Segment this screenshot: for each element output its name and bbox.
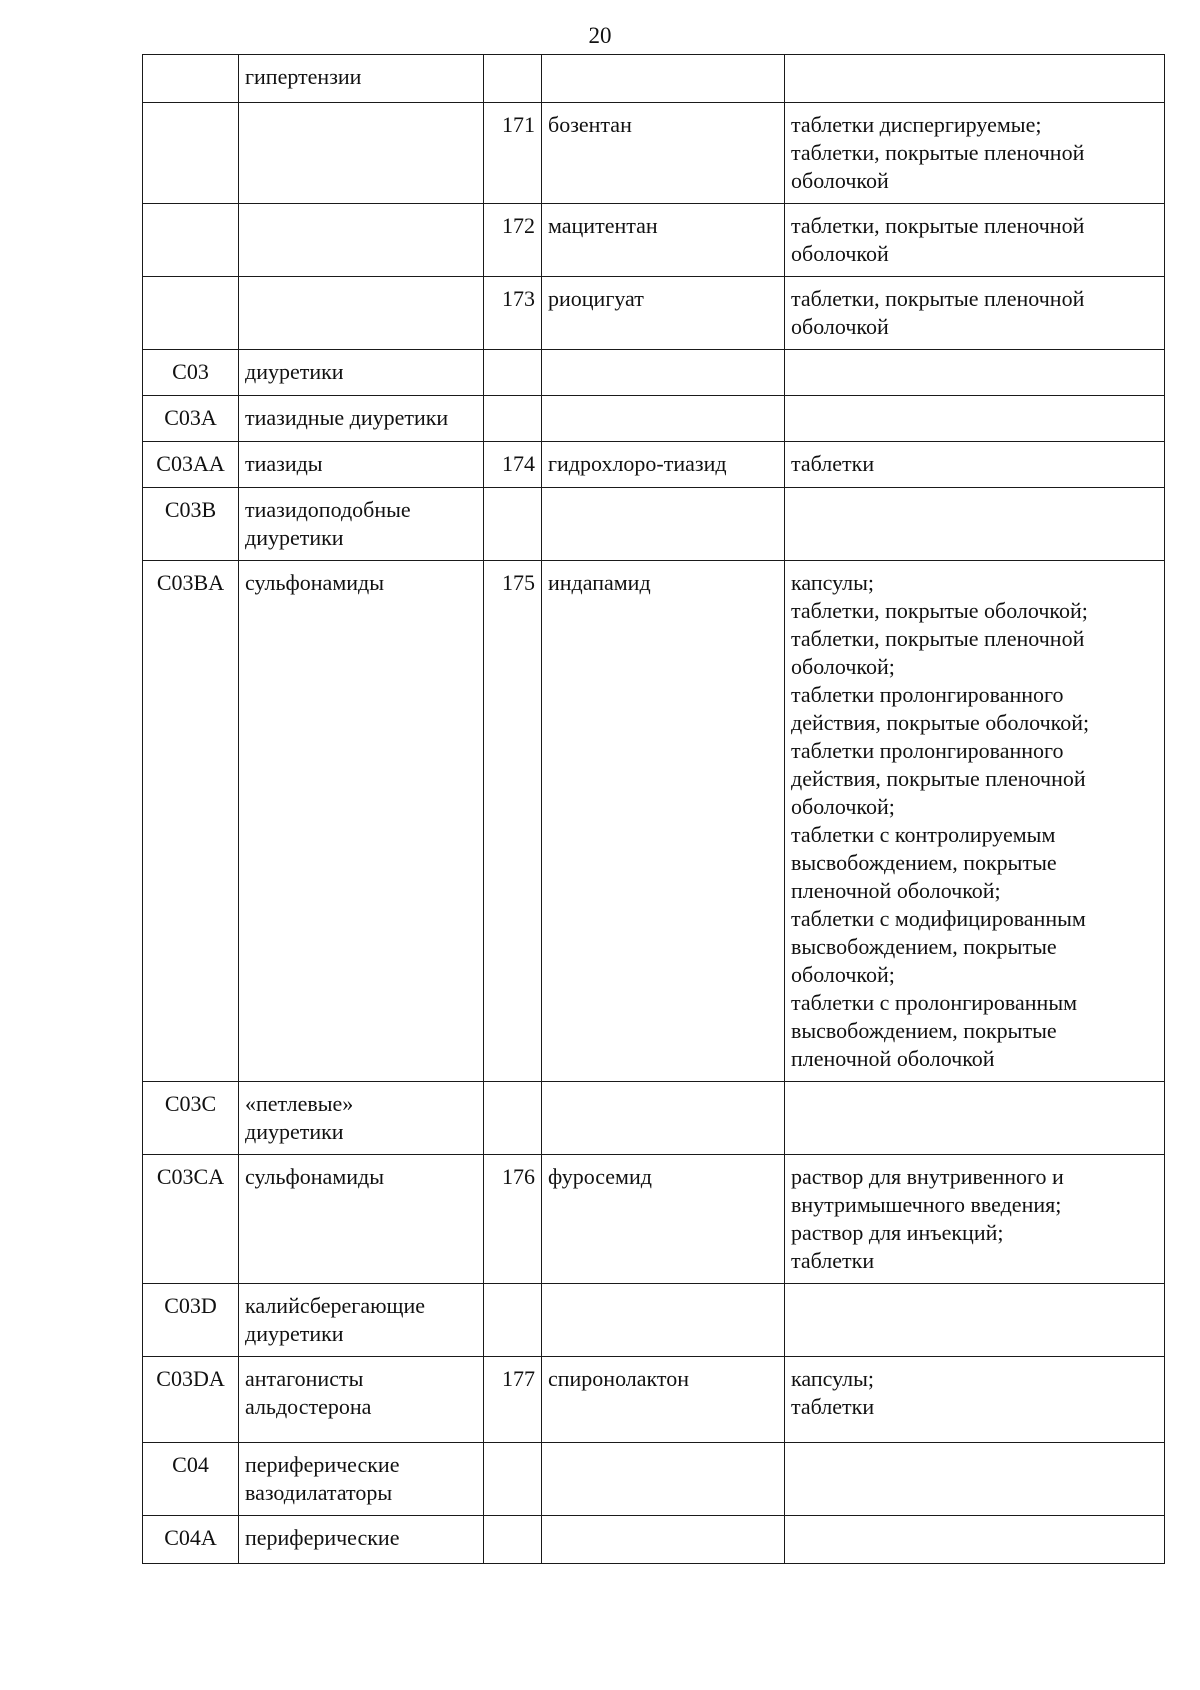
cell-text: таблетки пролонгированного (791, 738, 1064, 763)
cell-text: диуретики (245, 1119, 344, 1144)
drug-name-cell (542, 350, 785, 396)
cell-text: раствор для внутривенного и (791, 1164, 1064, 1189)
atc-code-cell (143, 396, 239, 442)
item-number-cell (484, 204, 542, 277)
table-row (143, 350, 1165, 396)
cell-text: C03A (164, 405, 217, 430)
cell-text: капсулы; (791, 570, 874, 595)
atc-group-cell (239, 103, 484, 204)
table-row (143, 1357, 1165, 1443)
cell-text: мацитентан (548, 213, 658, 238)
drug-name-cell (542, 1357, 785, 1443)
item-number-cell (484, 103, 542, 204)
drug-name-cell (542, 488, 785, 561)
cell-text: таблетки, покрытые оболочкой; (791, 598, 1088, 623)
cell-text: пленочной оболочкой (791, 1046, 995, 1071)
drug-name-cell (542, 1443, 785, 1516)
cell-text: C03D (164, 1293, 217, 1318)
table-row (143, 204, 1165, 277)
cell-text: C03C (164, 1091, 217, 1116)
cell-text: бозентан (548, 112, 632, 137)
cell-text: пленочной оболочкой; (791, 878, 1001, 903)
atc-group-cell (239, 442, 484, 488)
atc-code-cell (143, 561, 239, 1082)
atc-group-cell (239, 1357, 484, 1443)
cell-text: таблетки (791, 1394, 875, 1419)
cell-text: диуретики (245, 525, 344, 550)
cell-text: фуросемид (548, 1164, 652, 1189)
cell-text: таблетки, покрытые пленочной (791, 286, 1085, 311)
cell-text: оболочкой; (791, 654, 895, 679)
atc-code-cell (143, 442, 239, 488)
table-body (143, 55, 1165, 1564)
dosage-form-cell (785, 1284, 1165, 1357)
dosage-form-cell (785, 1082, 1165, 1155)
cell-text: капсулы; (791, 1366, 874, 1391)
cell-text: 172 (502, 213, 535, 238)
cell-text: периферические (245, 1452, 400, 1477)
table-row (143, 55, 1165, 103)
drug-name-cell (542, 561, 785, 1082)
table-row (143, 1082, 1165, 1155)
atc-code-cell (143, 1516, 239, 1564)
cell-text: C03BA (156, 570, 225, 595)
cell-text: риоцигуат (548, 286, 644, 311)
drug-name-cell (542, 1284, 785, 1357)
cell-text: 173 (502, 286, 535, 311)
drug-table (142, 54, 1165, 1564)
dosage-form-cell (785, 1155, 1165, 1284)
cell-text: C03DA (156, 1366, 225, 1391)
cell-text: калийсберегающие (245, 1293, 426, 1318)
cell-text: таблетки, покрытые пленочной (791, 626, 1085, 651)
atc-code-cell (143, 1082, 239, 1155)
cell-text: оболочкой; (791, 794, 895, 819)
atc-code-cell (143, 350, 239, 396)
cell-text: сульфонамиды (245, 570, 384, 595)
cell-text: периферические (245, 1525, 400, 1550)
cell-text: C04A (164, 1525, 217, 1550)
cell-text: «петлевые» (245, 1091, 354, 1116)
cell-text: 174 (502, 451, 535, 476)
item-number-cell (484, 442, 542, 488)
drug-name-cell (542, 1516, 785, 1564)
cell-text: оболочкой (791, 241, 889, 266)
atc-group-cell (239, 55, 484, 103)
atc-code-cell (143, 55, 239, 103)
cell-text: оболочкой (791, 314, 889, 339)
cell-text: высвобождением, покрытые (791, 850, 1057, 875)
atc-group-cell (239, 1082, 484, 1155)
atc-code-cell (143, 1443, 239, 1516)
item-number-cell (484, 1443, 542, 1516)
dosage-form-cell (785, 1357, 1165, 1443)
dosage-form-cell (785, 103, 1165, 204)
dosage-form-cell (785, 442, 1165, 488)
atc-group-cell (239, 204, 484, 277)
atc-group-cell (239, 1516, 484, 1564)
cell-text: C03AA (156, 451, 225, 476)
table-row (143, 442, 1165, 488)
table-row (143, 396, 1165, 442)
cell-text: оболочкой (791, 168, 889, 193)
item-number-cell (484, 55, 542, 103)
cell-text: спиронолактон (548, 1366, 690, 1391)
atc-group-cell (239, 561, 484, 1082)
item-number-cell (484, 277, 542, 350)
table-row (143, 1155, 1165, 1284)
cell-text: C04 (172, 1452, 209, 1477)
cell-text: высвобождением, покрытые (791, 1018, 1057, 1043)
atc-group-cell (239, 350, 484, 396)
atc-group-cell (239, 488, 484, 561)
cell-text: сульфонамиды (245, 1164, 384, 1189)
cell-text: действия, покрытые пленочной (791, 766, 1086, 791)
atc-group-cell (239, 396, 484, 442)
atc-code-cell (143, 204, 239, 277)
dosage-form-cell (785, 204, 1165, 277)
cell-text: оболочкой; (791, 962, 895, 987)
drug-name-cell (542, 103, 785, 204)
item-number-cell (484, 396, 542, 442)
atc-code-cell (143, 103, 239, 204)
cell-text: таблетки с модифицированным (791, 906, 1086, 931)
table-row (143, 561, 1165, 1082)
cell-text: гипертензии (245, 64, 362, 89)
cell-text: таблетки с контролируемым (791, 822, 1056, 847)
dosage-form-cell (785, 396, 1165, 442)
table-row (143, 277, 1165, 350)
item-number-cell (484, 1357, 542, 1443)
cell-text: альдостерона (245, 1394, 372, 1419)
item-number-cell (484, 561, 542, 1082)
page-number: 20 (588, 23, 612, 48)
cell-text: C03 (172, 359, 209, 384)
item-number-cell (484, 1082, 542, 1155)
cell-text: C03B (164, 497, 217, 522)
atc-code-cell (143, 1284, 239, 1357)
drug-name-cell (542, 1155, 785, 1284)
atc-code-cell (143, 277, 239, 350)
cell-text: 171 (502, 112, 535, 137)
dosage-form-cell (785, 55, 1165, 103)
item-number-cell (484, 488, 542, 561)
drug-name-cell (542, 442, 785, 488)
table-row (143, 1443, 1165, 1516)
cell-text: гидрохлоро-тиазид (548, 451, 727, 476)
cell-text: таблетки пролонгированного (791, 682, 1064, 707)
item-number-cell (484, 1284, 542, 1357)
cell-text: тиазиды (245, 451, 323, 476)
item-number-cell (484, 1516, 542, 1564)
cell-text: действия, покрытые оболочкой; (791, 710, 1090, 735)
cell-text: 176 (502, 1164, 535, 1189)
dosage-form-cell (785, 561, 1165, 1082)
dosage-form-cell (785, 277, 1165, 350)
cell-text: таблетки с пролонгированным (791, 990, 1078, 1015)
atc-code-cell (143, 1155, 239, 1284)
table-row (143, 1516, 1165, 1564)
cell-text: раствор для инъекций; (791, 1220, 1004, 1245)
item-number-cell (484, 350, 542, 396)
cell-text: тиазидоподобные (245, 497, 411, 522)
dosage-form-cell (785, 1443, 1165, 1516)
atc-group-cell (239, 1155, 484, 1284)
table-row (143, 1284, 1165, 1357)
table-row (143, 103, 1165, 204)
cell-text: внутримышечного введения; (791, 1192, 1062, 1217)
cell-text: таблетки, покрытые пленочной (791, 140, 1085, 165)
atc-code-cell (143, 1357, 239, 1443)
dosage-form-cell (785, 350, 1165, 396)
atc-group-cell (239, 1284, 484, 1357)
drug-name-cell (542, 55, 785, 103)
cell-text: вазодилататоры (245, 1480, 393, 1505)
cell-text: тиазидные диуретики (245, 405, 449, 430)
drug-name-cell (542, 1082, 785, 1155)
atc-group-cell (239, 1443, 484, 1516)
item-number-cell (484, 1155, 542, 1284)
cell-text: C03CA (156, 1164, 225, 1189)
cell-text: высвобождением, покрытые (791, 934, 1057, 959)
drug-name-cell (542, 204, 785, 277)
dosage-form-cell (785, 488, 1165, 561)
table-row (143, 488, 1165, 561)
cell-text: таблетки (791, 1248, 875, 1273)
atc-code-cell (143, 488, 239, 561)
cell-text: таблетки, покрытые пленочной (791, 213, 1085, 238)
cell-text: диуретики (245, 359, 344, 384)
cell-text: диуретики (245, 1321, 344, 1346)
cell-text: 177 (502, 1366, 535, 1391)
atc-group-cell (239, 277, 484, 350)
drug-name-cell (542, 277, 785, 350)
dosage-form-cell (785, 1516, 1165, 1564)
drug-name-cell (542, 396, 785, 442)
cell-text: 175 (502, 570, 535, 595)
cell-text: таблетки (791, 451, 875, 476)
cell-text: таблетки диспергируемые; (791, 112, 1042, 137)
cell-text: антагонисты (245, 1366, 364, 1391)
cell-text: индапамид (548, 570, 651, 595)
